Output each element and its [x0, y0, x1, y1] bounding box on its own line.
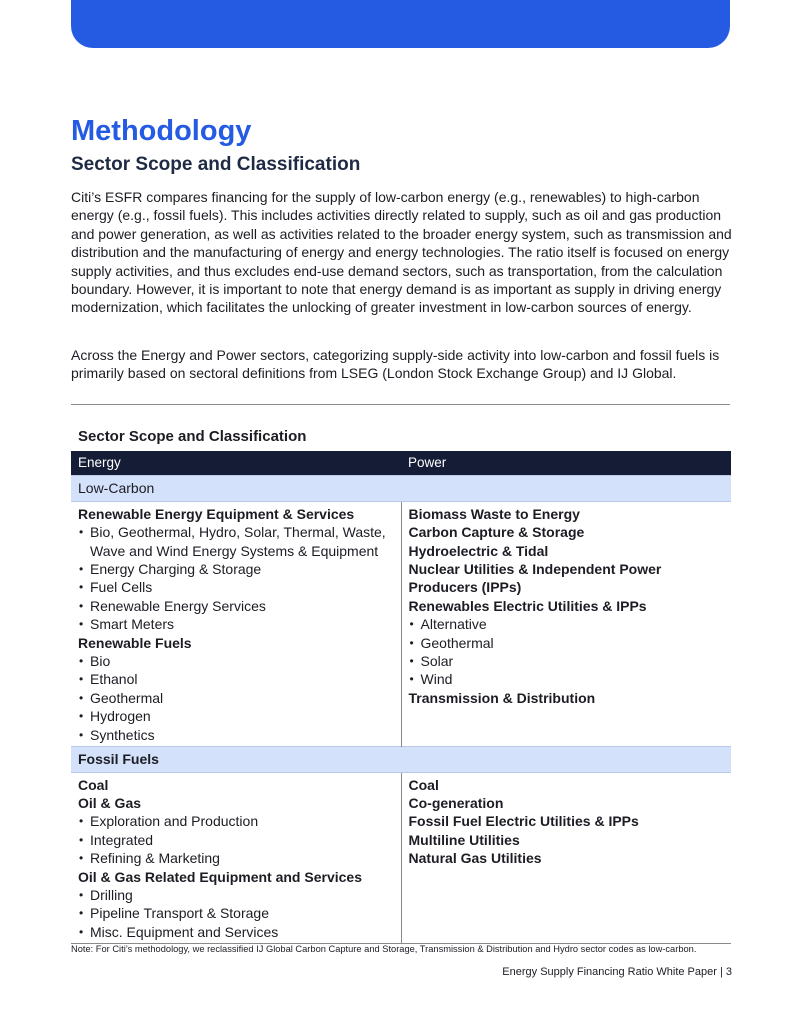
group-heading: Coal	[408, 776, 439, 793]
group-heading: Transmission & Distribution	[408, 689, 596, 706]
table-row-fossil-fuels	[71, 772, 731, 944]
column-header-power: Power	[401, 451, 731, 476]
group-heading: Biomass Waste to Energy	[408, 505, 580, 522]
list-item: • Alternative	[421, 615, 725, 633]
list-item: • Exploration and Production	[90, 812, 394, 830]
list-item: • Solar	[421, 652, 725, 670]
cell-low-carbon-power	[401, 501, 731, 746]
list-item: • Bio	[90, 652, 394, 670]
list-item: • Smart Meters	[90, 615, 394, 633]
band-row-low-carbon	[71, 476, 731, 501]
list-item: • Geothermal	[90, 689, 394, 707]
group-heading: Renewable Fuels	[78, 634, 192, 651]
cell-fossil-power	[401, 772, 731, 944]
bullet-list	[78, 812, 394, 867]
list-item: • Ethanol	[90, 670, 394, 688]
list-item: • Bio, Geothermal, Hydro, Solar, Thermal, Waste, Wave and Wind Energy Systems & Equipment	[90, 523, 394, 560]
group-heading: Natural Gas Utilities	[408, 850, 542, 867]
group-heading: Oil & Gas Related Equipment and Services	[78, 868, 362, 885]
group-heading: Fossil Fuel Electric Utilities & IPPs	[408, 813, 639, 830]
bullet-list	[409, 615, 725, 689]
group-heading: Carbon Capture & Storage	[408, 524, 585, 541]
group-heading: Coal	[78, 776, 109, 793]
group-heading: Renewable Energy Equipment & Services	[78, 505, 355, 522]
section-divider	[71, 404, 730, 405]
group-heading: Hydroelectric & Tidal	[408, 542, 549, 559]
group-heading: Multiline Utilities	[408, 831, 520, 848]
section-subtitle: Sector Scope and Classification	[71, 154, 361, 175]
band-row-fossil-fuels	[71, 747, 731, 772]
list-item: • Geothermal	[421, 634, 725, 652]
intro-paragraph: Citi’s ESFR compares financing for the supply of low-carbon energy (e.g., renewables) to high-carbon energy (e.g., fossil fuels). This includes activities directly related to supply, such as oil and gas production and power generation, as well as activities related to the broader energy system, such as transmission and distribution and the manufacturing of energy and energy technologies. The ratio itself is focused on energy supply activities, and thus excludes end-use demand sectors, such as transportation, from the calculation boundary. However, it is important to note that energy demand is as important as supply in driving energy modernization, which facilitates the unlocking of greater investment in low-carbon sources of energy.	[71, 189, 732, 316]
list-item: • Refining & Marketing	[90, 849, 394, 867]
group-heading: Nuclear Utilities & Independent Power Producers (IPPs)	[408, 561, 662, 596]
sector-table	[71, 451, 731, 944]
bullet-list	[78, 652, 394, 744]
list-item: • Energy Charging & Storage	[90, 560, 394, 578]
page-title: Methodology	[71, 115, 252, 147]
top-banner	[71, 0, 730, 48]
band-label-fossil-fuels: Fossil Fuels	[71, 747, 731, 772]
list-item: • Drilling	[90, 886, 394, 904]
table-caption: Sector Scope and Classification	[78, 428, 307, 445]
bullet-list	[78, 523, 394, 633]
cell-low-carbon-energy	[71, 501, 401, 746]
list-item: • Wind	[421, 670, 725, 688]
group-heading: Oil & Gas	[78, 794, 142, 811]
group-heading: Co-generation	[408, 794, 504, 811]
table-row-low-carbon	[71, 501, 731, 746]
list-item: • Synthetics	[90, 726, 394, 744]
group-heading: Renewables Electric Utilities & IPPs	[408, 597, 647, 614]
classification-paragraph: Across the Energy and Power sectors, categorizing supply-side activity into low-carbon and fossil fuels is primarily based on sectoral definitions from LSEG (London Stock Exchange Group) and IJ Global.	[71, 347, 720, 382]
page-footer: Energy Supply Financing Ratio White Paper | 3	[502, 966, 732, 978]
band-label-low-carbon: Low-Carbon	[71, 476, 731, 501]
bullet-list	[78, 886, 394, 941]
list-item: • Pipeline Transport & Storage	[90, 904, 394, 922]
list-item: • Hydrogen	[90, 707, 394, 725]
table-header-row	[71, 451, 731, 476]
list-item: • Fuel Cells	[90, 578, 394, 596]
list-item: • Integrated	[90, 831, 394, 849]
cell-fossil-energy	[71, 772, 401, 944]
list-item: • Renewable Energy Services	[90, 597, 394, 615]
column-header-energy: Energy	[71, 451, 401, 476]
list-item: • Misc. Equipment and Services	[90, 923, 394, 941]
methodology-note: Note: For Citi’s methodology, we reclassified IJ Global Carbon Capture and Storage, Transmission & Distribution and Hydro sector codes as low-carbon.	[71, 944, 697, 954]
